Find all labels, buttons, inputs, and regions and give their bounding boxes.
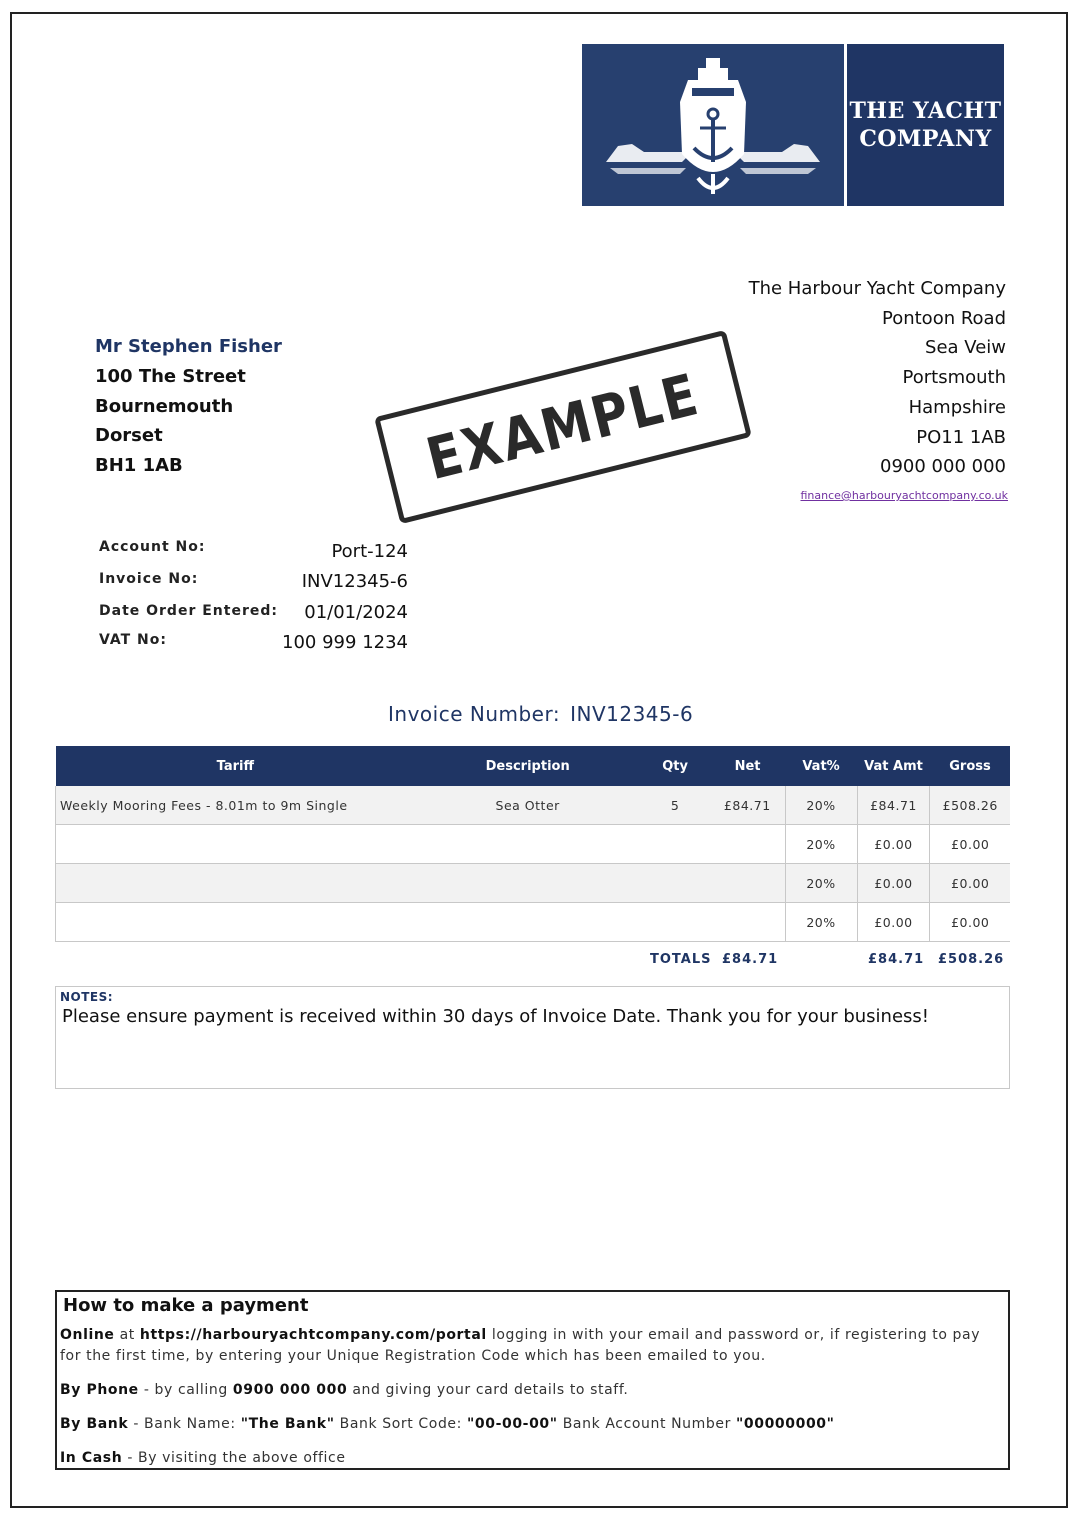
payment-phone-text1: - by calling bbox=[138, 1382, 233, 1398]
payment-cash-text: - By visiting the above office bbox=[122, 1450, 346, 1466]
totals-net: £84.71 bbox=[722, 952, 779, 967]
stamp-text: EXAMPLE bbox=[420, 361, 706, 493]
cell-qty bbox=[640, 903, 710, 942]
cell-tariff bbox=[56, 864, 416, 903]
company-county: Hampshire bbox=[908, 396, 1006, 418]
date-entered-label: Date Order Entered: bbox=[99, 603, 278, 619]
company-postcode: PO11 1AB bbox=[916, 426, 1006, 448]
col-header-qty: Qty bbox=[640, 746, 710, 786]
customer-address bbox=[95, 332, 282, 481]
customer-name: Mr Stephen Fisher bbox=[95, 336, 282, 357]
invoice-number-value: INV12345-6 bbox=[570, 702, 694, 726]
totals-gross: £508.26 bbox=[938, 952, 1005, 967]
cell-description: Sea Otter bbox=[415, 786, 640, 825]
cell-net bbox=[710, 825, 785, 864]
invoice-no-label: Invoice No: bbox=[99, 571, 199, 587]
payment-online-text: logging in with your email and password or, if registering to pay for the first time, by entering your Unique Registration Code which has been emailed to you. bbox=[60, 1327, 981, 1364]
totals-label: TOTALS bbox=[650, 952, 712, 967]
cell-vat-amt: £0.00 bbox=[857, 903, 930, 942]
payment-bank-sort: "00-00-00" bbox=[467, 1416, 558, 1432]
col-header-net: Net bbox=[710, 746, 785, 786]
payment-cash-label: In Cash bbox=[60, 1450, 123, 1466]
cell-vat-pct: 20% bbox=[785, 786, 857, 825]
table-row bbox=[56, 903, 1011, 942]
customer-county: Dorset bbox=[95, 425, 163, 447]
payment-phone-number: 0900 000 000 bbox=[232, 1382, 348, 1398]
invoice-table bbox=[55, 746, 1010, 942]
vat-no-label: VAT No: bbox=[99, 632, 167, 648]
ship-anchor-icon bbox=[582, 44, 844, 206]
cell-gross: £508.26 bbox=[930, 786, 1010, 825]
company-name: The Harbour Yacht Company bbox=[748, 278, 1006, 299]
invoice-number-heading bbox=[388, 702, 693, 726]
cell-description bbox=[415, 825, 640, 864]
table-row bbox=[56, 864, 1011, 903]
cell-vat-amt: £84.71 bbox=[857, 786, 930, 825]
payment-phone-text2: and giving your card details to staff. bbox=[347, 1382, 629, 1398]
account-no-label: Account No: bbox=[99, 539, 206, 555]
cell-gross: £0.00 bbox=[930, 864, 1010, 903]
vat-no-value: 100 999 1234 bbox=[282, 632, 408, 653]
cell-gross: £0.00 bbox=[930, 903, 1010, 942]
col-header-tariff: Tariff bbox=[56, 746, 416, 786]
cell-net: £84.71 bbox=[710, 786, 785, 825]
table-header-row bbox=[56, 746, 1011, 786]
payment-bank-text3: Bank Account Number bbox=[557, 1416, 737, 1432]
payment-bank-name: "The Bank" bbox=[240, 1416, 335, 1432]
customer-city: Bournemouth bbox=[95, 395, 234, 417]
cell-description bbox=[415, 864, 640, 903]
payment-phone-label: By Phone bbox=[60, 1382, 139, 1398]
cell-vat-amt: £0.00 bbox=[857, 864, 930, 903]
table-row bbox=[56, 786, 1011, 825]
cell-net bbox=[710, 903, 785, 942]
cell-vat-pct: 20% bbox=[785, 903, 857, 942]
notes-label: NOTES: bbox=[60, 990, 114, 1004]
table-row bbox=[56, 825, 1011, 864]
company-logo bbox=[582, 44, 1004, 206]
payment-online bbox=[60, 1325, 1005, 1367]
payment-bank-text1: - Bank Name: bbox=[128, 1416, 241, 1432]
invoice-no-value: INV12345-6 bbox=[301, 571, 408, 592]
payment-bank bbox=[60, 1414, 1005, 1435]
payment-portal-link[interactable]: https://harbouryachtcompany.com/portal bbox=[139, 1327, 487, 1343]
payment-online-at: at bbox=[114, 1327, 140, 1343]
payment-bank-text2: Bank Sort Code: bbox=[334, 1416, 468, 1432]
company-area: Sea Veiw bbox=[925, 337, 1006, 359]
cell-vat-pct: 20% bbox=[785, 825, 857, 864]
cell-qty bbox=[640, 825, 710, 864]
col-header-gross: Gross bbox=[930, 746, 1010, 786]
invoice-number-label: Invoice Number: bbox=[388, 702, 561, 726]
logo-line-1: THE YACHT bbox=[849, 98, 1002, 124]
company-city: Portsmouth bbox=[902, 367, 1006, 389]
payment-phone bbox=[60, 1380, 1005, 1401]
cell-description bbox=[415, 903, 640, 942]
company-address bbox=[749, 274, 1006, 482]
cell-net bbox=[710, 864, 785, 903]
company-email-link[interactable]: finance@harbouryachtcompany.co.uk bbox=[800, 489, 1008, 502]
notes-text: Please ensure payment is received within 30 days of Invoice Date. Thank you for your business! bbox=[62, 1006, 930, 1027]
payment-online-label: Online bbox=[60, 1327, 115, 1343]
date-entered-value: 01/01/2024 bbox=[304, 602, 408, 623]
payment-cash bbox=[60, 1448, 1005, 1469]
col-header-vat-pct: Vat% bbox=[785, 746, 857, 786]
payment-bank-label: By Bank bbox=[60, 1416, 129, 1432]
cell-tariff bbox=[56, 825, 416, 864]
notes-box bbox=[55, 986, 1010, 1089]
payment-instructions-box bbox=[55, 1290, 1010, 1470]
company-phone: 0900 000 000 bbox=[880, 456, 1006, 478]
cell-vat-amt: £0.00 bbox=[857, 825, 930, 864]
col-header-vat-amt: Vat Amt bbox=[857, 746, 930, 786]
customer-postcode: BH1 1AB bbox=[95, 455, 183, 477]
cell-tariff bbox=[56, 903, 416, 942]
payment-bank-account: "00000000" bbox=[736, 1416, 835, 1432]
cell-qty bbox=[640, 864, 710, 903]
account-no-value: Port-124 bbox=[331, 541, 408, 562]
cell-gross: £0.00 bbox=[930, 825, 1010, 864]
cell-vat-pct: 20% bbox=[785, 864, 857, 903]
company-street: Pontoon Road bbox=[881, 307, 1006, 329]
col-header-description: Description bbox=[415, 746, 640, 786]
cell-tariff: Weekly Mooring Fees - 8.01m to 9m Single bbox=[56, 786, 416, 825]
logo-line-2: COMPANY bbox=[859, 126, 992, 152]
customer-street: 100 The Street bbox=[95, 365, 246, 387]
payment-title: How to make a payment bbox=[63, 1295, 309, 1316]
logo-wordmark bbox=[847, 44, 1004, 206]
totals-vat-amt: £84.71 bbox=[868, 952, 925, 967]
cell-qty: 5 bbox=[640, 786, 710, 825]
